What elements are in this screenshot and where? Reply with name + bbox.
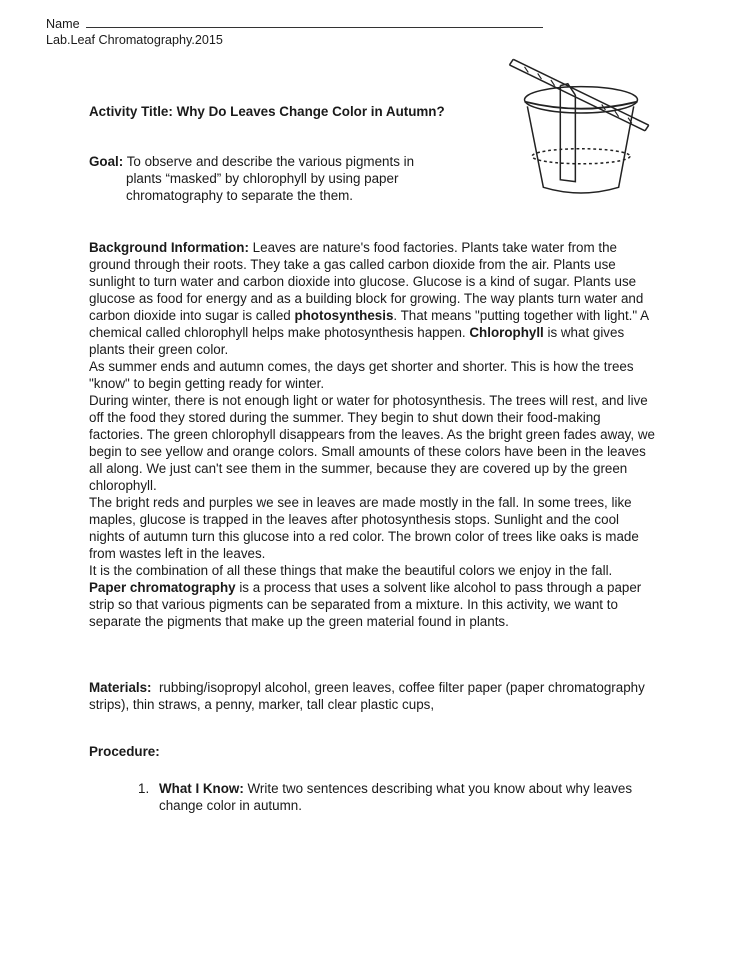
step-text: Write two sentences describing what you know about why leaves change color in autumn.: [159, 781, 633, 813]
goal-label: Goal:: [89, 154, 124, 169]
step-label: What I Know:: [159, 781, 244, 796]
background-paragraph-5: It is the combination of all these things that make the beautiful colors we enjoy in the fall.: [89, 563, 613, 578]
term-paper-chromatography: Paper chromatography: [89, 580, 236, 595]
name-label: Name: [46, 17, 80, 31]
goal-text-rest: plants “masked” by chlorophyll by using paper chromatography to separate the them.: [126, 171, 399, 203]
activity-title-text: Why Do Leaves Change Color in Autumn?: [176, 104, 445, 119]
background-text: Leaves are nature's food factories. Plants take water from the ground through their roots. They take a gas called carbon dioxide from the air. Plants use sunlight to turn water and carbon dioxide into glucose. Glucose is a kind of sugar. Plants use glucose as food for energy and as a building block for growing. The way plants turn water and carbon dioxide into sugar is called: [89, 240, 644, 323]
materials-section: [89, 679, 655, 713]
document-header: [46, 14, 543, 48]
materials-label: Materials:: [89, 680, 152, 695]
background-text: is what gives plants their green color.: [89, 325, 625, 357]
lab-id: Lab.Leaf Chromatography.2015: [46, 33, 223, 47]
background-label: Background Information:: [89, 240, 249, 255]
materials-text: rubbing/isopropyl alcohol, green leaves, coffee filter paper (paper chromatography strips), thin straws, a penny, marker, tall clear plastic cups,: [89, 680, 649, 712]
activity-title-label: Activity Title:: [89, 104, 173, 119]
background-section: [89, 239, 655, 630]
procedure-step: [138, 780, 638, 814]
goal-text-line1: To observe and describe the various pigments in: [126, 154, 415, 169]
cup-with-straw-and-paper-strip-icon: [495, 48, 667, 208]
step-number: 1.: [138, 781, 150, 796]
background-paragraph-1: [89, 239, 655, 358]
background-text: . That means "putting together with light." A chemical called chlorophyll helps make photosynthesis happen.: [89, 308, 649, 340]
name-blank-line[interactable]: [86, 14, 543, 28]
name-field[interactable]: [46, 14, 543, 32]
step-body: [138, 780, 638, 814]
background-paragraph-3: During winter, there is not enough light or water for photosynthesis. The trees will rest, and live off the food they stored during the summer. They begin to shut down their food-making factories. The green chlorophyll disappears from the leaves. As the bright green fades away, we begin to see yellow and orange colors. Small amounts of these colors have been in the leaves all along. We just can't see them in the summer, because they are covered up by the green chlorophyll.: [89, 393, 655, 493]
procedure-heading: Procedure:: [89, 744, 160, 759]
background-text: is a process that uses a solvent like alcohol to pass through a paper strip so that various pigments can be separated from a mixture. In this activity, we want to separate the pigments that make up the green material found in plants.: [89, 580, 642, 629]
term-photosynthesis: photosynthesis: [294, 308, 394, 323]
background-paragraph-4: The bright reds and purples we see in leaves are made mostly in the fall. In some trees, like maples, glucose is trapped in the leaves after photosynthesis stops. Sunlight and the cool nights of autumn turn this glucose into a red color. The brown color of trees like oaks is made from wastes left in the leaves.: [89, 495, 639, 561]
procedure-steps: [138, 780, 638, 814]
goal-section: [89, 153, 489, 204]
background-paragraph-6: [89, 579, 655, 630]
activity-title: [89, 104, 445, 119]
term-chlorophyll: Chlorophyll: [469, 325, 544, 340]
background-paragraph-2: As summer ends and autumn comes, the days get shorter and shorter. This is how the trees "know" to begin getting ready for winter.: [89, 359, 634, 391]
